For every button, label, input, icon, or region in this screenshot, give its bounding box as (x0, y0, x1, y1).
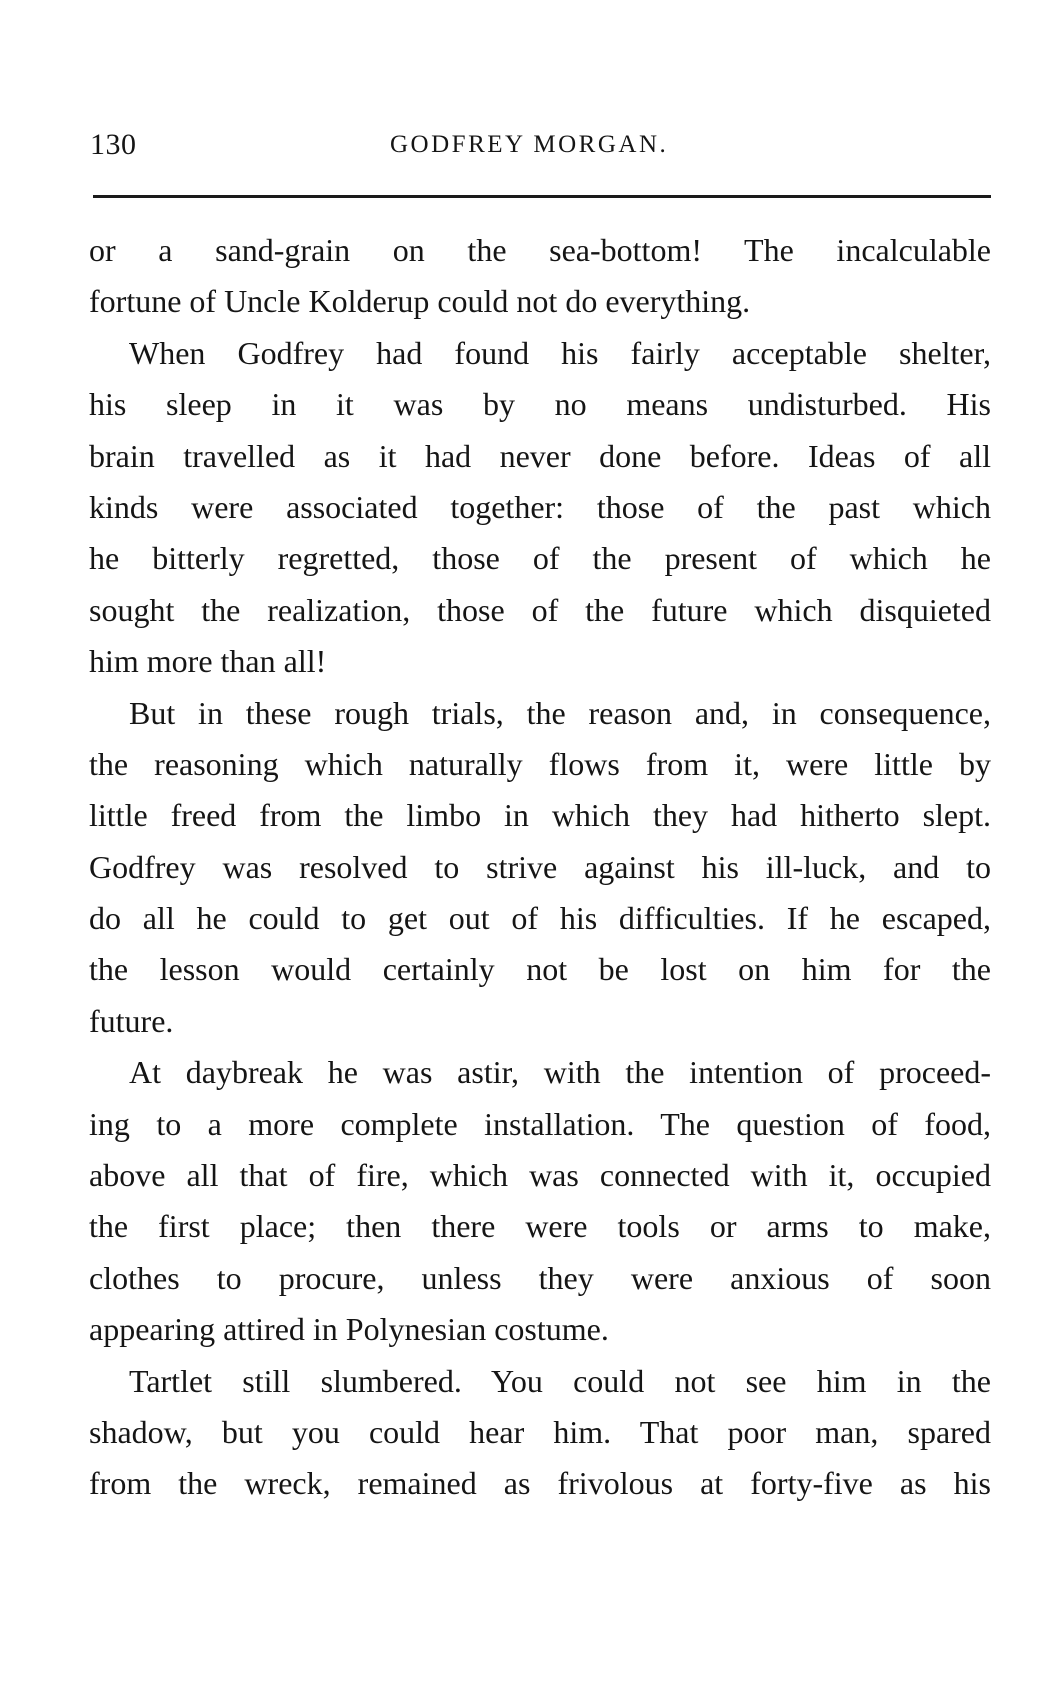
text-line: the reasoning which naturally flows from it, were little by (89, 745, 991, 782)
text-line: shadow, but you could hear him. That poor man, spared (89, 1413, 991, 1450)
text-line: little freed from the limbo in which they had hitherto slept. (89, 797, 991, 834)
text-line: or a sand-grain on the sea-bottom! The incalculable (89, 232, 991, 268)
text-line: At daybreak he was astir, with the intention of proceed- (129, 1054, 991, 1091)
text-line: sought the realization, those of the future which disquieted (89, 591, 991, 628)
text-line: he bitterly regretted, those of the present of which he (89, 540, 991, 577)
page-number: 130 (90, 128, 137, 161)
text-line: his sleep in it was by no means undisturbed. His (89, 386, 991, 423)
text-line: appearing attired in Polynesian costume. (89, 1311, 609, 1348)
text-line: ing to a more complete installation. The question of food, (89, 1105, 991, 1142)
text-line: future. (89, 1002, 174, 1039)
text-line: clothes to procure, unless they were anxious of soon (89, 1259, 991, 1296)
body-text (89, 225, 991, 1510)
running-title: GODFREY MORGAN. (390, 131, 669, 158)
header-rule (93, 195, 991, 198)
text-line: But in these rough trials, the reason and, in consequence, (129, 694, 991, 731)
text-line: him more than all! (89, 643, 327, 680)
text-line: Tartlet still slumbered. You could not see him in the (129, 1362, 991, 1399)
text-line: brain travelled as it had never done before. Ideas of all (89, 437, 991, 474)
text-line: the lesson would certainly not be lost on him for the (89, 951, 991, 988)
text-line: fortune of Uncle Kolderup could not do everything. (89, 283, 751, 320)
text-line: from the wreck, remained as frivolous at forty-five as his (89, 1465, 991, 1502)
text-line: the first place; then there were tools or arms to make, (89, 1208, 991, 1245)
text-line: When Godfrey had found his fairly acceptable shelter, (129, 334, 991, 371)
text-line: Godfrey was resolved to strive against his ill-luck, and to (89, 848, 991, 885)
text-line: kinds were associated together: those of the past which (89, 488, 991, 525)
text-line: above all that of fire, which was connected with it, occupied (89, 1157, 991, 1194)
running-head (90, 128, 990, 168)
text-line: do all he could to get out of his difficulties. If he escaped, (89, 900, 991, 937)
